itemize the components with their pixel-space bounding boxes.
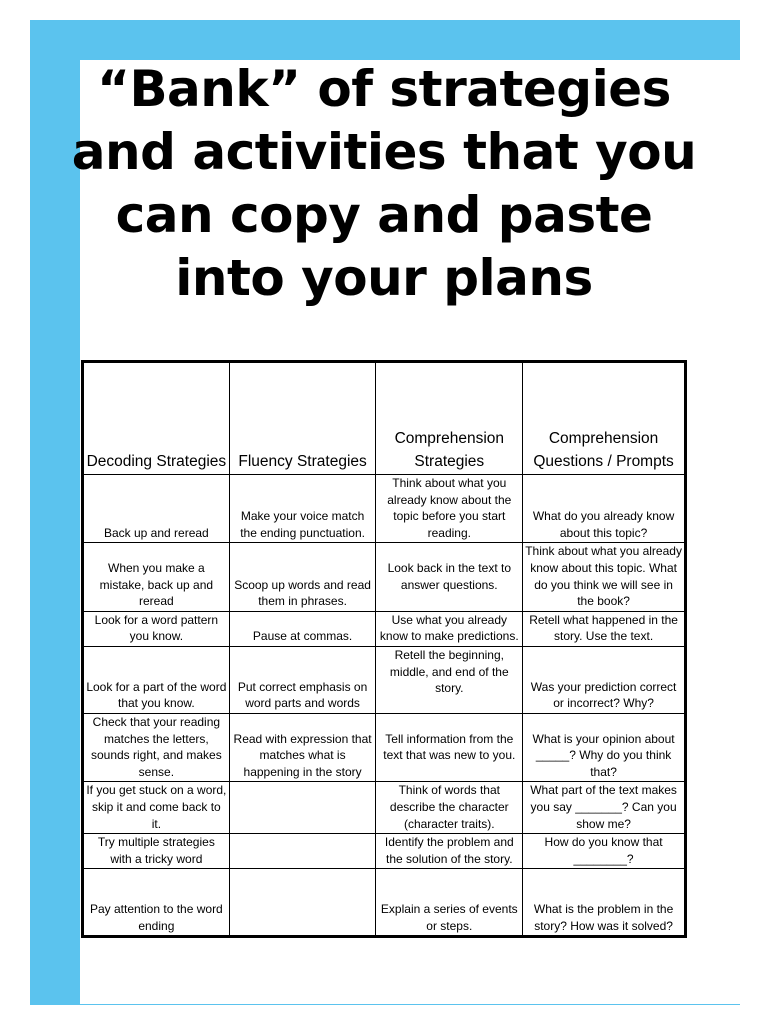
cell-decoding: Pay attention to the word ending: [83, 869, 230, 937]
header-comprehension: Comprehension Strategies: [376, 362, 523, 475]
table-row: [83, 543, 686, 611]
cell-questions: What do you already know about this topic?: [523, 475, 686, 543]
header-fluency: Fluency Strategies: [229, 362, 376, 475]
table-row: [83, 611, 686, 646]
cell-comprehension: Think about what you already know about the topic before you start reading.: [376, 475, 523, 543]
cell-comprehension: Retell the beginning, middle, and end of the story.: [376, 646, 523, 713]
cell-decoding: Check that your reading matches the letters, sounds right, and makes sense.: [83, 713, 230, 781]
cell-decoding: When you make a mistake, back up and reread: [83, 543, 230, 611]
cell-decoding: If you get stuck on a word, skip it and come back to it.: [83, 782, 230, 834]
cell-comprehension: Look back in the text to answer questions.: [376, 543, 523, 611]
cell-comprehension: Use what you already know to make predictions.: [376, 611, 523, 646]
header-questions: Comprehension Questions / Prompts: [523, 362, 686, 475]
cell-questions: What part of the text makes you say _______? Can you show me?: [523, 782, 686, 834]
cell-fluency: Scoop up words and read them in phrases.: [229, 543, 376, 611]
cell-questions: Was your prediction correct or incorrect? Why?: [523, 646, 686, 713]
page-title: [50, 58, 718, 310]
cell-decoding: Back up and reread: [83, 475, 230, 543]
table-row: [83, 834, 686, 869]
cell-fluency: [229, 869, 376, 937]
title-line-3: can copy and paste: [115, 186, 653, 244]
title-line-1: “Bank” of strategies: [97, 60, 671, 118]
cell-comprehension: Think of words that describe the character (character traits).: [376, 782, 523, 834]
cell-questions: Retell what happened in the story. Use the text.: [523, 611, 686, 646]
title-line-4: into your plans: [175, 249, 593, 307]
cell-questions: Think about what you already know about this topic. What do you think we will see in the book?: [523, 543, 686, 611]
cell-decoding: Try multiple strategies with a tricky word: [83, 834, 230, 869]
table-row: [83, 782, 686, 834]
cell-fluency: Put correct emphasis on word parts and words: [229, 646, 376, 713]
cell-fluency: Pause at commas.: [229, 611, 376, 646]
cell-comprehension: Identify the problem and the solution of the story.: [376, 834, 523, 869]
cell-fluency: [229, 834, 376, 869]
cell-fluency: Read with expression that matches what is happening in the story: [229, 713, 376, 781]
table-header-row: [83, 362, 686, 475]
cell-comprehension: Tell information from the text that was new to you.: [376, 713, 523, 781]
title-line-2: and activities that you: [71, 123, 697, 181]
table-row: [83, 475, 686, 543]
cell-decoding: Look for a part of the word that you know.: [83, 646, 230, 713]
header-decoding: Decoding Strategies: [83, 362, 230, 475]
cell-questions: How do you know that ________?: [523, 834, 686, 869]
table-row: [83, 646, 686, 713]
table-row: [83, 869, 686, 937]
cell-fluency: [229, 782, 376, 834]
cell-questions: What is your opinion about _____? Why do you think that?: [523, 713, 686, 781]
cell-fluency: Make your voice match the ending punctuation.: [229, 475, 376, 543]
strategies-table: [81, 360, 687, 938]
cell-comprehension: Explain a series of events or steps.: [376, 869, 523, 937]
cell-questions: What is the problem in the story? How was it solved?: [523, 869, 686, 937]
cell-decoding: Look for a word pattern you know.: [83, 611, 230, 646]
table-row: [83, 713, 686, 781]
